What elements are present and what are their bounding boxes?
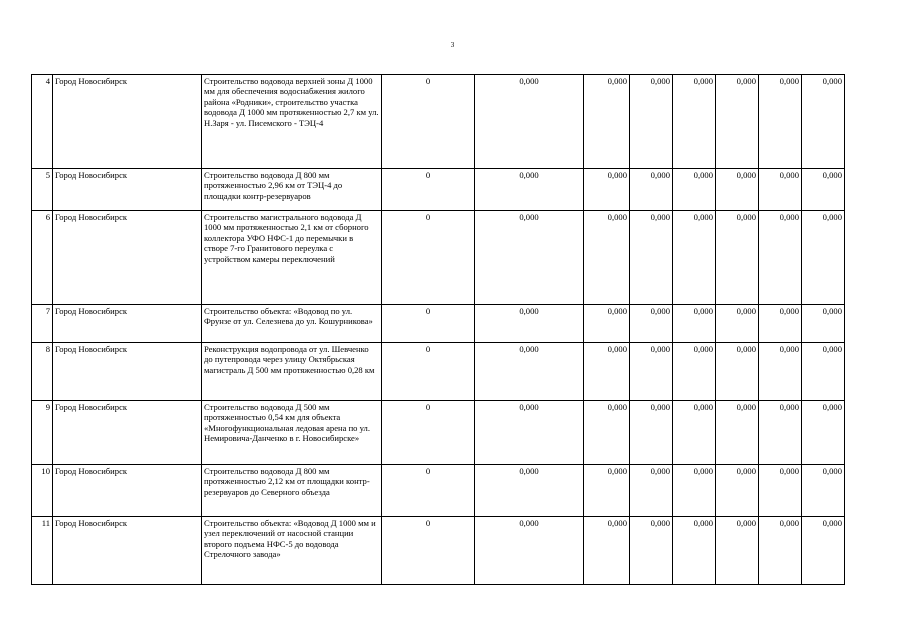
row-value-6: 0,000	[802, 305, 845, 343]
row-value-1: 0,000	[584, 517, 630, 585]
row-value-2: 0,000	[630, 211, 673, 305]
row-city: Город Новосибирск	[53, 517, 202, 585]
row-number: 7	[32, 305, 53, 343]
table-row	[32, 517, 845, 585]
row-value-4: 0,000	[716, 465, 759, 517]
row-description: Строительство водовода Д 800 мм протяженностью 2,96 км от ТЭЦ-4 до площадки контр-резервуаров	[202, 169, 382, 211]
row-description: Строительство водовода Д 500 мм протяженностью 0,54 км для объекта «Многофункциональная ледовая арена по ул. Немировича-Данченко в г. Новосибирске»	[202, 401, 382, 465]
row-value-total: 0,000	[475, 517, 584, 585]
row-value-6: 0,000	[802, 211, 845, 305]
row-value-count: 0	[382, 211, 475, 305]
row-value-3: 0,000	[673, 343, 716, 401]
row-value-2: 0,000	[630, 465, 673, 517]
row-value-5: 0,000	[759, 465, 802, 517]
row-value-count: 0	[382, 401, 475, 465]
row-value-6: 0,000	[802, 169, 845, 211]
row-value-1: 0,000	[584, 211, 630, 305]
row-city: Город Новосибирск	[53, 305, 202, 343]
row-value-total: 0,000	[475, 169, 584, 211]
row-value-3: 0,000	[673, 305, 716, 343]
row-value-total: 0,000	[475, 75, 584, 169]
row-value-2: 0,000	[630, 169, 673, 211]
row-city: Город Новосибирск	[53, 465, 202, 517]
row-value-total: 0,000	[475, 401, 584, 465]
row-number: 5	[32, 169, 53, 211]
row-value-count: 0	[382, 75, 475, 169]
row-value-4: 0,000	[716, 401, 759, 465]
row-value-total: 0,000	[475, 465, 584, 517]
row-description: Строительство водовода верхней зоны Д 1000 мм для обеспечения водоснабжения жилого района «Родники», строительство участка водовода Д 1000 мм протяженностью 2,7 км ул. Н.Заря - ул. Писемского - ТЭЦ-4	[202, 75, 382, 169]
row-value-6: 0,000	[802, 401, 845, 465]
row-value-1: 0,000	[584, 75, 630, 169]
table-row	[32, 465, 845, 517]
table-row	[32, 305, 845, 343]
row-value-4: 0,000	[716, 169, 759, 211]
row-value-5: 0,000	[759, 211, 802, 305]
table-row	[32, 169, 845, 211]
row-value-4: 0,000	[716, 75, 759, 169]
row-value-4: 0,000	[716, 305, 759, 343]
row-value-2: 0,000	[630, 401, 673, 465]
row-city: Город Новосибирск	[53, 343, 202, 401]
row-value-count: 0	[382, 343, 475, 401]
row-number: 10	[32, 465, 53, 517]
row-number: 11	[32, 517, 53, 585]
row-value-2: 0,000	[630, 75, 673, 169]
row-value-3: 0,000	[673, 517, 716, 585]
table-row	[32, 211, 845, 305]
row-value-3: 0,000	[673, 401, 716, 465]
table-row	[32, 401, 845, 465]
row-city: Город Новосибирск	[53, 169, 202, 211]
row-value-5: 0,000	[759, 517, 802, 585]
row-number: 9	[32, 401, 53, 465]
row-value-4: 0,000	[716, 343, 759, 401]
table-row	[32, 343, 845, 401]
row-value-2: 0,000	[630, 343, 673, 401]
row-value-1: 0,000	[584, 305, 630, 343]
row-value-2: 0,000	[630, 305, 673, 343]
row-number: 8	[32, 343, 53, 401]
row-value-total: 0,000	[475, 343, 584, 401]
row-value-6: 0,000	[802, 465, 845, 517]
row-value-5: 0,000	[759, 75, 802, 169]
row-value-2: 0,000	[630, 517, 673, 585]
row-value-5: 0,000	[759, 343, 802, 401]
row-value-3: 0,000	[673, 211, 716, 305]
row-number: 4	[32, 75, 53, 169]
row-value-count: 0	[382, 305, 475, 343]
row-value-1: 0,000	[584, 343, 630, 401]
row-city: Город Новосибирск	[53, 211, 202, 305]
row-value-3: 0,000	[673, 169, 716, 211]
row-value-3: 0,000	[673, 75, 716, 169]
investment-table	[31, 74, 845, 585]
row-value-count: 0	[382, 169, 475, 211]
row-city: Город Новосибирск	[53, 401, 202, 465]
row-value-count: 0	[382, 517, 475, 585]
table-row	[32, 75, 845, 169]
row-value-6: 0,000	[802, 517, 845, 585]
row-value-1: 0,000	[584, 465, 630, 517]
row-value-total: 0,000	[475, 305, 584, 343]
row-value-1: 0,000	[584, 401, 630, 465]
row-value-3: 0,000	[673, 465, 716, 517]
row-value-total: 0,000	[475, 211, 584, 305]
row-value-6: 0,000	[802, 343, 845, 401]
row-number: 6	[32, 211, 53, 305]
row-value-5: 0,000	[759, 305, 802, 343]
row-description: Реконструкция водопровода от ул. Шевченко до путепровода через улицу Октябрьская магистраль Д 500 мм протяженностью 0,28 км	[202, 343, 382, 401]
row-description: Строительство объекта: «Водовод Д 1000 мм и узел переключений от насосной станции второго подъема НФС-5 до водовода Стрелочного завода»	[202, 517, 382, 585]
row-value-count: 0	[382, 465, 475, 517]
row-value-4: 0,000	[716, 517, 759, 585]
row-city: Город Новосибирск	[53, 75, 202, 169]
row-description: Строительство водовода Д 800 мм протяженностью 2,12 км от площадки контр-резервуаров до Северного объезда	[202, 465, 382, 517]
row-description: Строительство магистрального водовода Д 1000 мм протяженностью 2,1 км от сборного коллектора УФО НФС-1 до перемычки в створе 7-го Гранитового переулка с устройством камеры переключений	[202, 211, 382, 305]
row-value-1: 0,000	[584, 169, 630, 211]
row-value-5: 0,000	[759, 169, 802, 211]
row-description: Строительство объекта: «Водовод по ул. Фрунзе от ул. Селезнева до ул. Кошурникова»	[202, 305, 382, 343]
page-number: 3	[450, 41, 455, 49]
row-value-5: 0,000	[759, 401, 802, 465]
row-value-6: 0,000	[802, 75, 845, 169]
row-value-4: 0,000	[716, 211, 759, 305]
